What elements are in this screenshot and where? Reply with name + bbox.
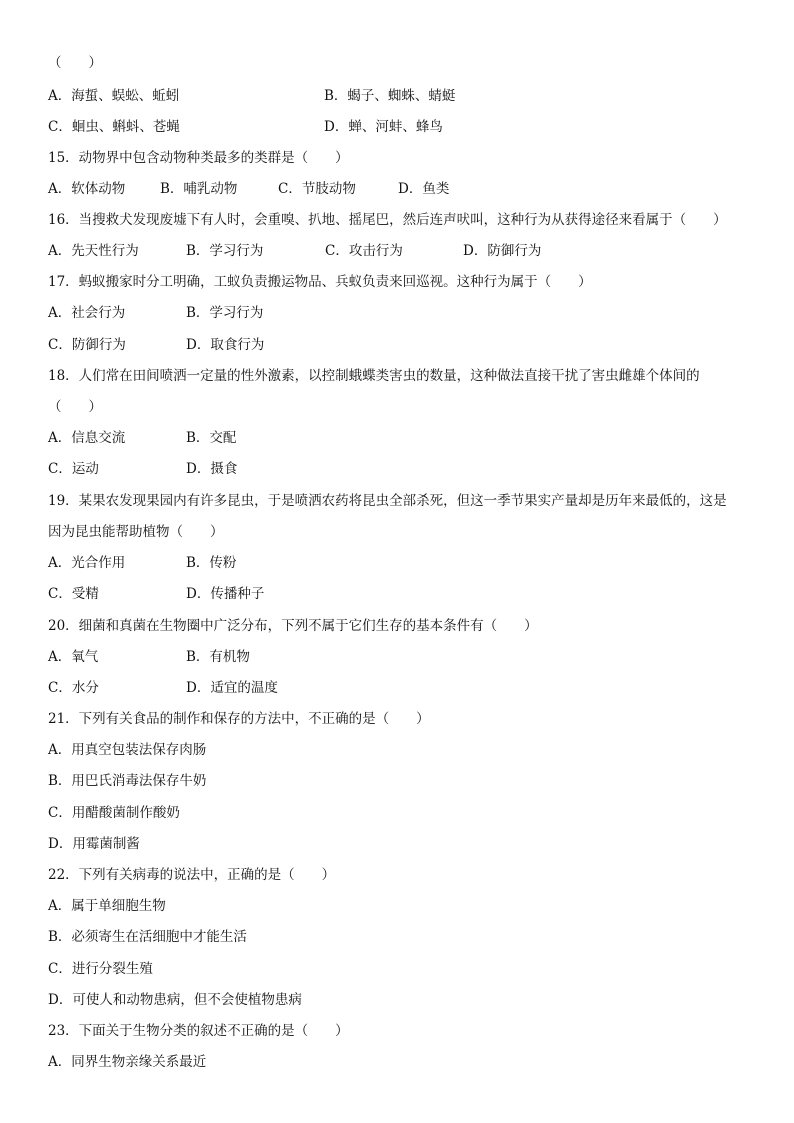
q20-stem: 20．细菌和真菌在生物圈中广泛分布，下列不属于它们生存的基本条件有（ ）: [48, 618, 538, 634]
q21-option-c: C．用醋酸菌制作酸奶: [48, 805, 180, 821]
q18-option-b: B．交配: [186, 430, 237, 446]
q18-option-a: A．信息交流: [48, 430, 126, 446]
q17-option-b: B．学习行为: [186, 305, 264, 321]
q20-option-a: A．氧气: [48, 649, 99, 665]
q16-stem: 16．当搜救犬发现废墟下有人时，会重嗅、扒地、摇尾巴，然后连声吠叫，这种行为从获得途径来看属于（ ）: [48, 212, 727, 228]
q17-option-d: D．取食行为: [186, 337, 265, 353]
q16-option-c: C．攻击行为: [325, 243, 403, 259]
q14-option-a: A．海蜇、蜈蚣、蚯蚓: [48, 88, 180, 104]
q18-stem: 18．人们常在田间喷洒一定量的性外激素，以控制蛾蝶类害虫的数量，这种做法直接干扰了害虫雌雄个体间的: [48, 368, 700, 384]
q23-option-a: A．同界生物亲缘关系最近: [48, 1054, 207, 1070]
q18-stem-continued: （ ）: [48, 399, 102, 415]
q14-option-b: B．蝎子、蜘蛛、蜻蜓: [324, 88, 456, 104]
q22-option-c: C．进行分裂生殖: [48, 961, 153, 977]
q15-option-b: B．哺乳动物: [160, 181, 238, 197]
q14-option-d: D．蝉、河蚌、蜂鸟: [324, 119, 443, 135]
q22-option-a: A．属于单细胞生物: [48, 898, 166, 914]
q15-option-c: C．节肢动物: [278, 181, 356, 197]
q17-stem: 17．蚂蚁搬家时分工明确，工蚁负责搬运物品、兵蚁负责来回巡视。这种行为属于（ ）: [48, 274, 592, 290]
q19-option-d: D．传播种子: [186, 586, 265, 602]
q19-option-b: B．传粉: [186, 555, 237, 571]
q17-option-a: A．社会行为: [48, 305, 126, 321]
q22-option-b: B．必须寄生在活细胞中才能生活: [48, 929, 247, 945]
q22-option-d: D．可使人和动物患病，但不会使植物患病: [48, 992, 302, 1008]
q20-option-d: D．适宜的温度: [186, 680, 278, 696]
q21-option-a: A．用真空包装法保存肉肠: [48, 742, 207, 758]
q18-option-c: C．运动: [48, 461, 99, 477]
q23-stem: 23．下面关于生物分类的叙述不正确的是（ ）: [48, 1023, 349, 1039]
q19-option-a: A．光合作用: [48, 555, 126, 571]
q14-option-c: C．蛔虫、蝌蚪、苍蝇: [48, 119, 180, 135]
q21-option-b: B．用巴氏消毒法保存牛奶: [48, 773, 207, 789]
q16-option-b: B．学习行为: [186, 243, 264, 259]
q21-stem: 21．下列有关食品的制作和保存的方法中，不正确的是（ ）: [48, 711, 430, 727]
q14-stem-tail: （ ）: [48, 55, 102, 71]
q21-option-d: D．用霉菌制酱: [48, 836, 140, 852]
q20-option-c: C．水分: [48, 680, 99, 696]
q19-stem: 19．某果农发现果园内有许多昆虫，于是喷洒农药将昆虫全部杀死，但这一季节果实产量却是历年来最低的，这是: [48, 493, 727, 509]
q19-stem-continued: 因为昆虫能帮助植物（ ）: [48, 524, 224, 540]
q16-option-d: D．防御行为: [463, 243, 542, 259]
q19-option-c: C．受精: [48, 586, 99, 602]
q16-option-a: A．先天性行为: [48, 243, 139, 259]
q20-option-b: B．有机物: [186, 649, 250, 665]
q22-stem: 22．下列有关病毒的说法中，正确的是（ ）: [48, 867, 336, 883]
q15-option-d: D．鱼类: [398, 181, 450, 197]
q15-stem: 15．动物界中包含动物种类最多的类群是（ ）: [48, 150, 349, 166]
q15-option-a: A．软体动物: [48, 181, 126, 197]
q17-option-c: C．防御行为: [48, 337, 126, 353]
q18-option-d: D．摄食: [186, 461, 238, 477]
